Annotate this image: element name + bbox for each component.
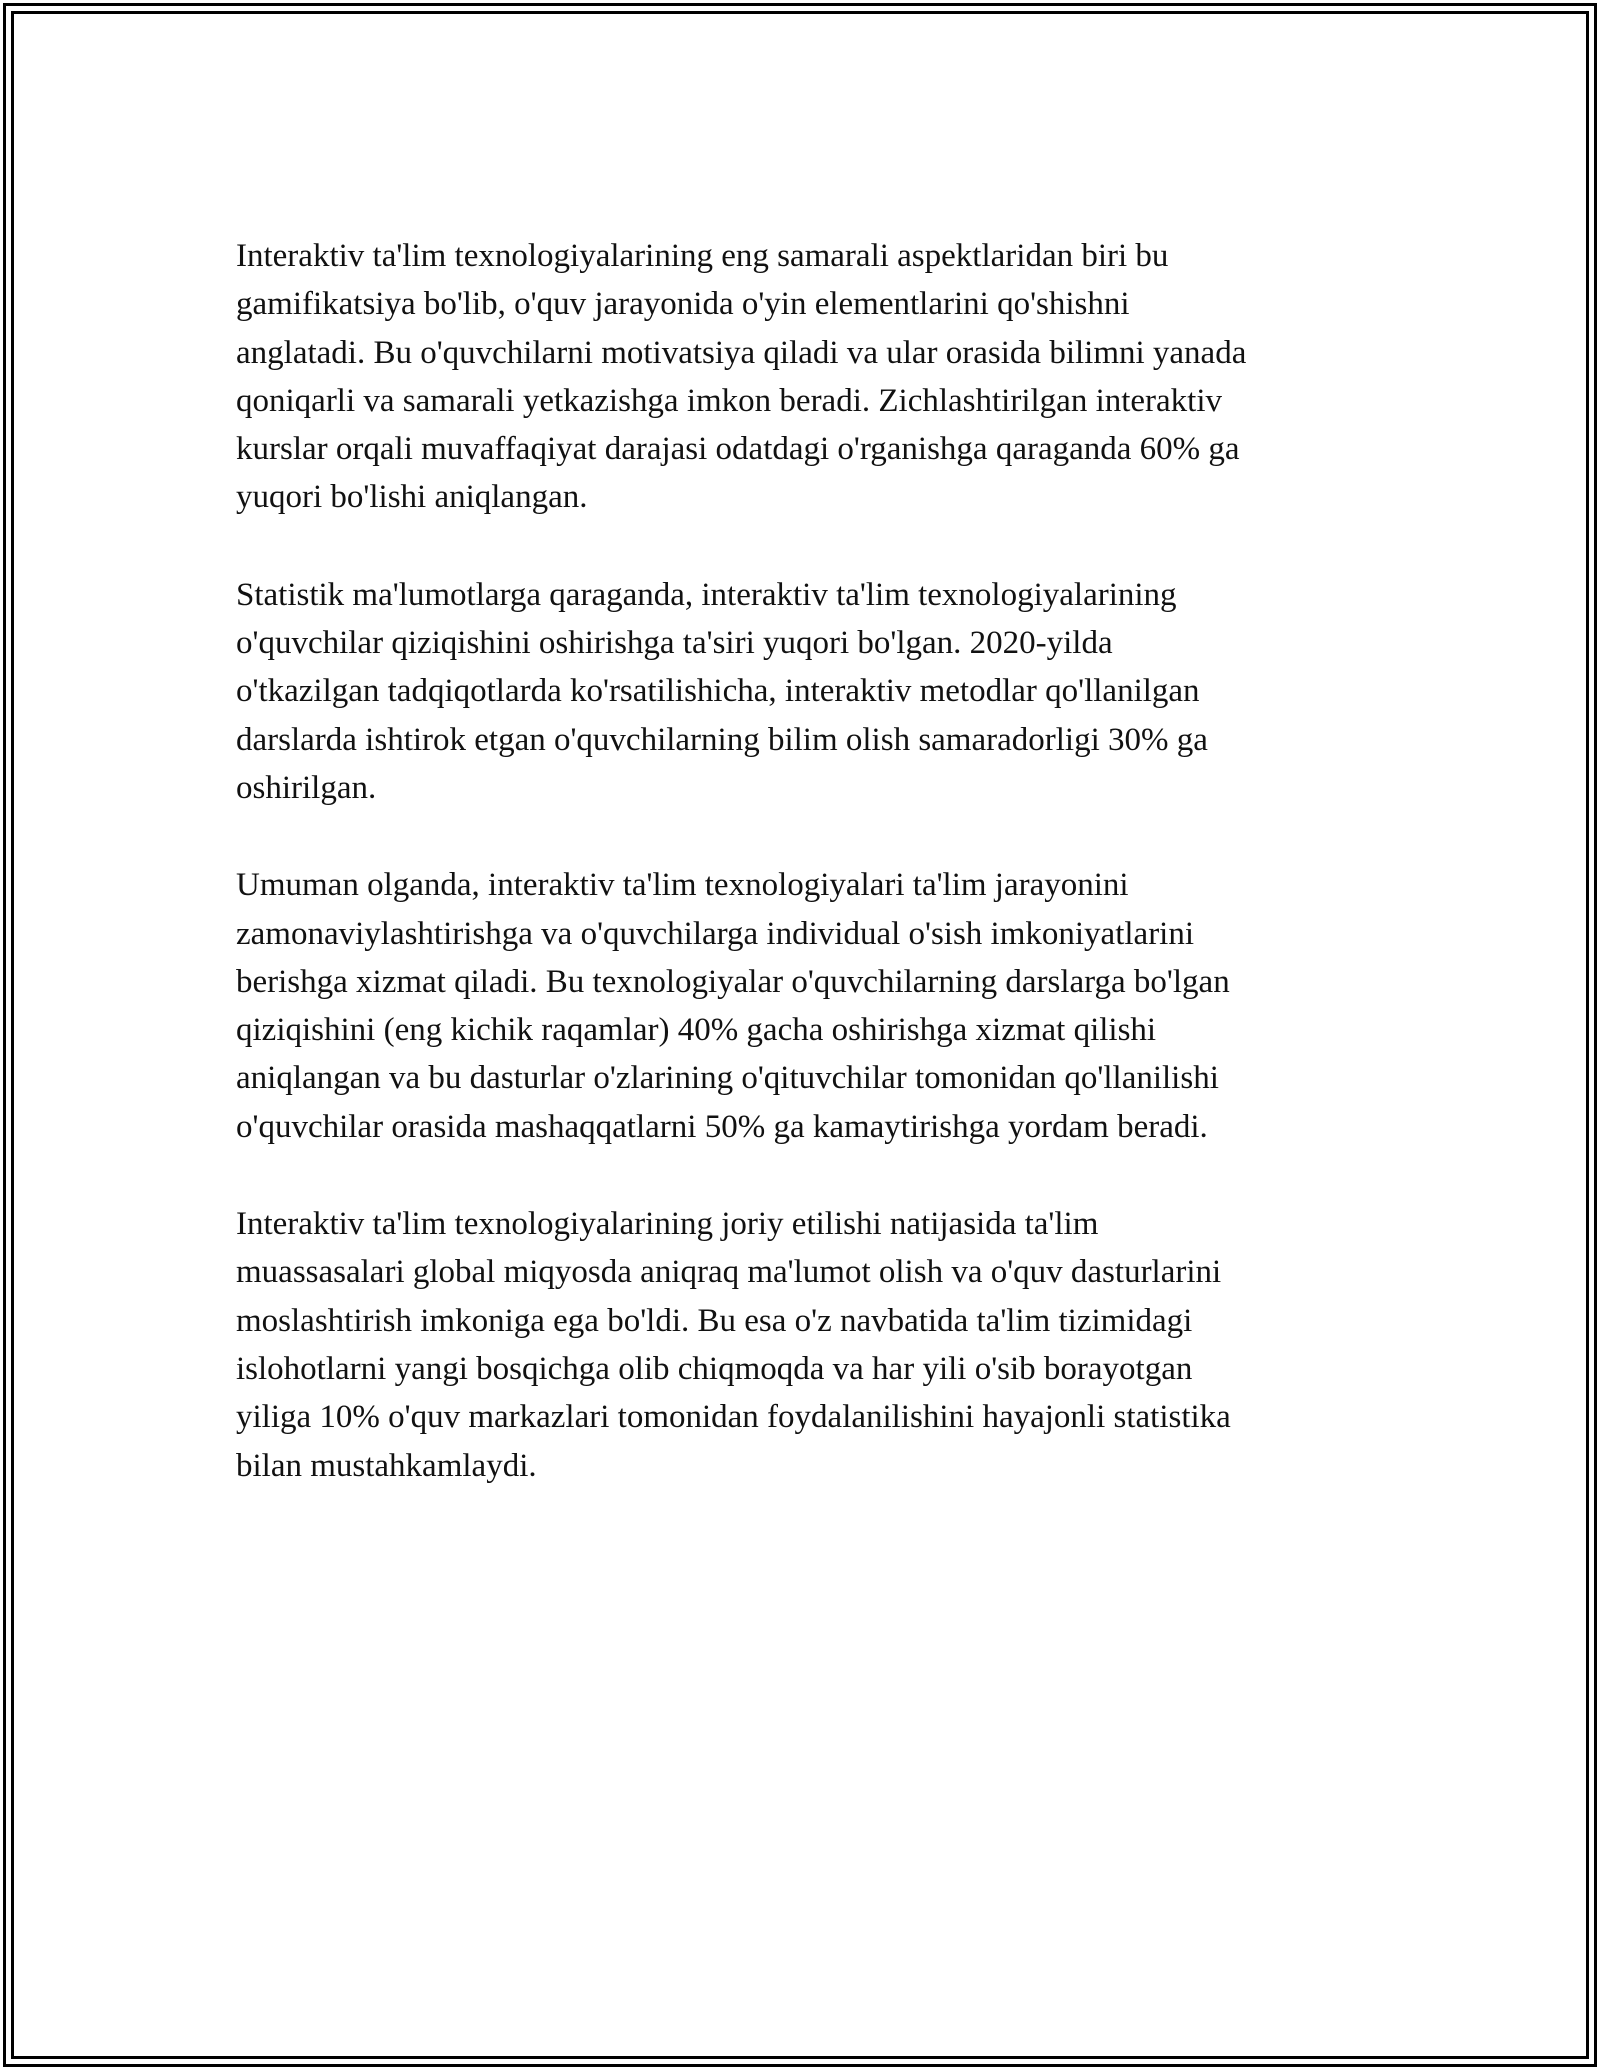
text-line: oshirilgan. (236, 769, 377, 806)
text-line: Interaktiv ta'lim texnologiyalarining joriy etilishi natijasida ta'lim (236, 1206, 1099, 1243)
text-line: o'quvchilar orasida mashaqqatlarni 50% ga kamaytirishga yordam beradi. (236, 1108, 1208, 1145)
text-line: gamifikatsiya bo'lib, o'quv jarayonida o'yin elementlarini qo'shishni (236, 286, 1130, 323)
document-body (236, 232, 1376, 1539)
text-line: anglatadi. Bu o'quvchilarni motivatsiya qiladi va ular orasida bilimni yanada (236, 334, 1247, 371)
text-line: yiliga 10% o'quv markazlari tomonidan foydalanilishini hayajonli statistika (236, 1399, 1231, 1436)
text-line: qiziqishini (eng kichik raqamlar) 40% gacha oshirishga xizmat qilishi (236, 1012, 1157, 1049)
paragraph-statistics (236, 571, 1376, 812)
text-line: muassasalari global miqyosda aniqraq ma'lumot olish va o'quv dasturlarini (236, 1254, 1222, 1291)
text-line: o'quvchilar qiziqishini oshirishga ta'siri yuqori bo'lgan. 2020-yilda (236, 625, 1113, 662)
paragraph-implementation (236, 1200, 1376, 1490)
text-line: Umuman olganda, interaktiv ta'lim texnologiyalari ta'lim jarayonini (236, 867, 1129, 904)
text-line: bilan mustahkamlaydi. (236, 1447, 537, 1484)
text-line: yuqori bo'lishi aniqlangan. (236, 479, 588, 516)
text-line: qoniqarli va samarali yetkazishga imkon beradi. Zichlashtirilgan interaktiv (236, 382, 1223, 419)
paragraph-summary (236, 861, 1376, 1151)
text-line: kurslar orqali muvaffaqiyat darajasi odatdagi o'rganishga qaraganda 60% ga (236, 431, 1240, 468)
paragraph-gamification (236, 232, 1376, 522)
text-line: islohotlarni yangi bosqichga olib chiqmoqda va har yili o'sib borayotgan (236, 1350, 1193, 1387)
text-line: zamonaviylashtirishga va o'quvchilarga individual o'sish imkoniyatlarini (236, 915, 1195, 952)
text-line: moslashtirish imkoniga ega bo'ldi. Bu esa o'z navbatida ta'lim tizimidagi (236, 1302, 1193, 1339)
text-line: darslarda ishtirok etgan o'quvchilarning bilim olish samaradorligi 30% ga (236, 721, 1208, 758)
text-line: Statistik ma'lumotlarga qaraganda, interaktiv ta'lim texnologiyalarining (236, 576, 1177, 613)
text-line: aniqlangan va bu dasturlar o'zlarining o'qituvchilar tomonidan qo'llanilishi (236, 1060, 1219, 1097)
text-line: Interaktiv ta'lim texnologiyalarining eng samarali aspektlaridan biri bu (236, 238, 1169, 274)
text-line: berishga xizmat qiladi. Bu texnologiyalar o'quvchilarning darslarga bo'lgan (236, 963, 1230, 1000)
text-line: o'tkazilgan tadqiqotlarda ko'rsatilishicha, interaktiv metodlar qo'llanilgan (236, 673, 1200, 710)
